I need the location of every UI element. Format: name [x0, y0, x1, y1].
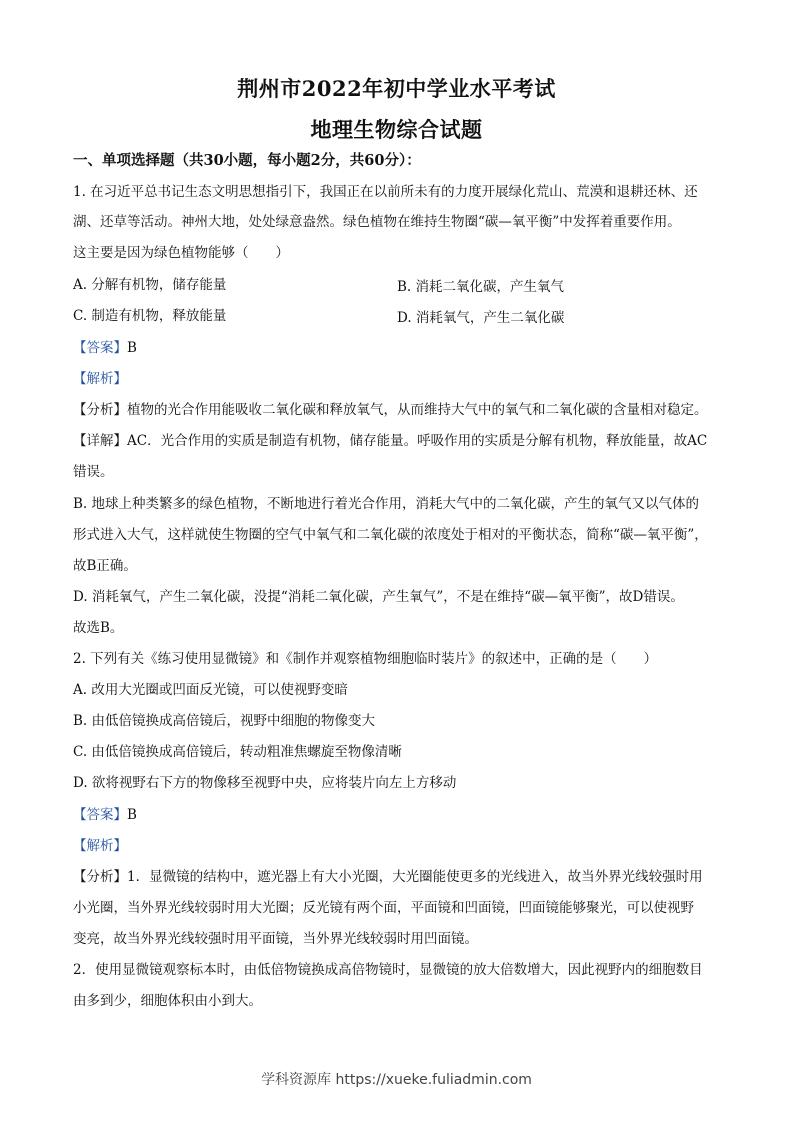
- q1-explain-line: D. 消耗氧气，产生二氧化碳，没提“消耗二氧化碳，产生氧气”，不是在维持“碳—氧平衡”，故D错误。: [73, 589, 684, 605]
- footer-watermark: 学科资源库 https://xueke.fuliadmin.com: [261, 1072, 532, 1088]
- q1-explain-line: B. 地球上种类繁多的绿色植物，不断地进行着光合作用，消耗大气中的二氧化碳，产生的氧气又以气体的: [73, 496, 700, 512]
- answer-tag: 【答案】: [73, 807, 127, 823]
- q1-stem-line: 这主要是因为绿色植物能够（ ）: [73, 245, 289, 261]
- q1-option-d: D. 消耗氧气，产生二氧化碳: [397, 310, 565, 326]
- q2-option-b: B. 由低倍镜换成高倍镜后，视野中细胞的物像变大: [73, 713, 376, 729]
- q1-stem-line: 湖、还草等活动。神州大地，处处绿意盎然。绿色植物在维持生物圈“碳—氧平衡”中发挥着重要作用。: [73, 214, 681, 230]
- q1-option-c: C. 制造有机物，释放能量: [73, 308, 227, 324]
- answer-tag: 【答案】: [73, 340, 127, 356]
- q2-explain-line: 2．使用显微镜观察标本时，由低倍物镜换成高倍物镜时，显微镜的放大倍数增大，因此视野内的细胞数目: [73, 962, 703, 978]
- q1-explain-line: 形式进入大气，这样就使生物圈的空气中氧气和二氧化碳的浓度处于相对的平衡状态，简称“碳—氧平衡”，: [73, 527, 708, 543]
- q2-option-d: D. 欲将视野右下方的物像移至视野中央，应将装片向左上方移动: [73, 775, 457, 791]
- q2-stem: 2. 下列有关《练习使用显微镜》和《制作并观察植物细胞临时装片》的叙述中，正确的是（ ）: [73, 651, 658, 667]
- q1-fenxi: [73, 400, 723, 420]
- xiangjie-tag: 【详解】: [73, 433, 127, 449]
- q2-analysis-tag: [73, 836, 723, 856]
- q2-option-a: A. 改用大光圈或凹面反光镜，可以使视野变暗: [73, 682, 348, 698]
- q1-explain-line: 错误。: [73, 464, 114, 480]
- q2-explain-line: 变亮，故当外界光线较强时用平面镜，当外界光线较弱时用凹面镜。: [73, 931, 478, 947]
- q2-answer: [73, 805, 723, 825]
- q1-stem-line: 1. 在习近平总书记生态文明思想指引下，我国正在以前所未有的力度开展绿化荒山、荒漠和退耕还林、还: [73, 184, 698, 200]
- fenxi-tag: 【分析】: [73, 402, 127, 418]
- q2-fenxi: [73, 867, 723, 887]
- xiangjie-text: AC．光合作用的实质是制造有机物，储存能量。呼吸作用的实质是分解有机物，释放能量，故AC: [127, 433, 708, 449]
- section-heading: 一、单项选择题（共30小题，每小题2分，共60分）：: [73, 152, 421, 169]
- fenxi-text: 1．显微镜的结构中，遮光器上有大小光圈，大光圈能使更多的光线进入，故当外界光线较强时用: [127, 869, 703, 885]
- fenxi-tag: 【分析】: [73, 869, 127, 885]
- q1-option-a: A. 分解有机物，储存能量: [73, 277, 227, 293]
- q1-answer: [73, 338, 723, 358]
- q1-explain-line: 故B正确。: [73, 558, 137, 574]
- q2-explain-line: 由多到少，细胞体积由小到大。: [73, 993, 262, 1009]
- q1-explain-line: 故选B。: [73, 620, 124, 636]
- answer-value: B: [127, 340, 137, 356]
- analysis-tag: 【解析】: [73, 371, 127, 387]
- q1-option-b: B. 消耗二氧化碳，产生氧气: [397, 279, 565, 295]
- q2-option-c: C. 由低倍镜换成高倍镜后，转动粗准焦螺旋至物像清晰: [73, 744, 402, 760]
- q1-xiangjie: [73, 431, 723, 451]
- fenxi-text: 植物的光合作用能吸收二氧化碳和释放氧气，从而维持大气中的氧气和二氧化碳的含量相对稳定。: [127, 402, 708, 418]
- q1-analysis-tag: [73, 369, 723, 389]
- q2-explain-line: 小光圈，当外界光线较弱时用大光圈；反光镜有两个面，平面镜和凹面镜，凹面镜能够聚光，可以使视野: [73, 900, 694, 916]
- answer-value: B: [127, 807, 137, 823]
- exam-title: 荆州市2022年初中学业水平考试: [237, 76, 556, 101]
- analysis-tag: 【解析】: [73, 838, 127, 854]
- exam-subtitle: 地理生物综合试题: [310, 117, 483, 142]
